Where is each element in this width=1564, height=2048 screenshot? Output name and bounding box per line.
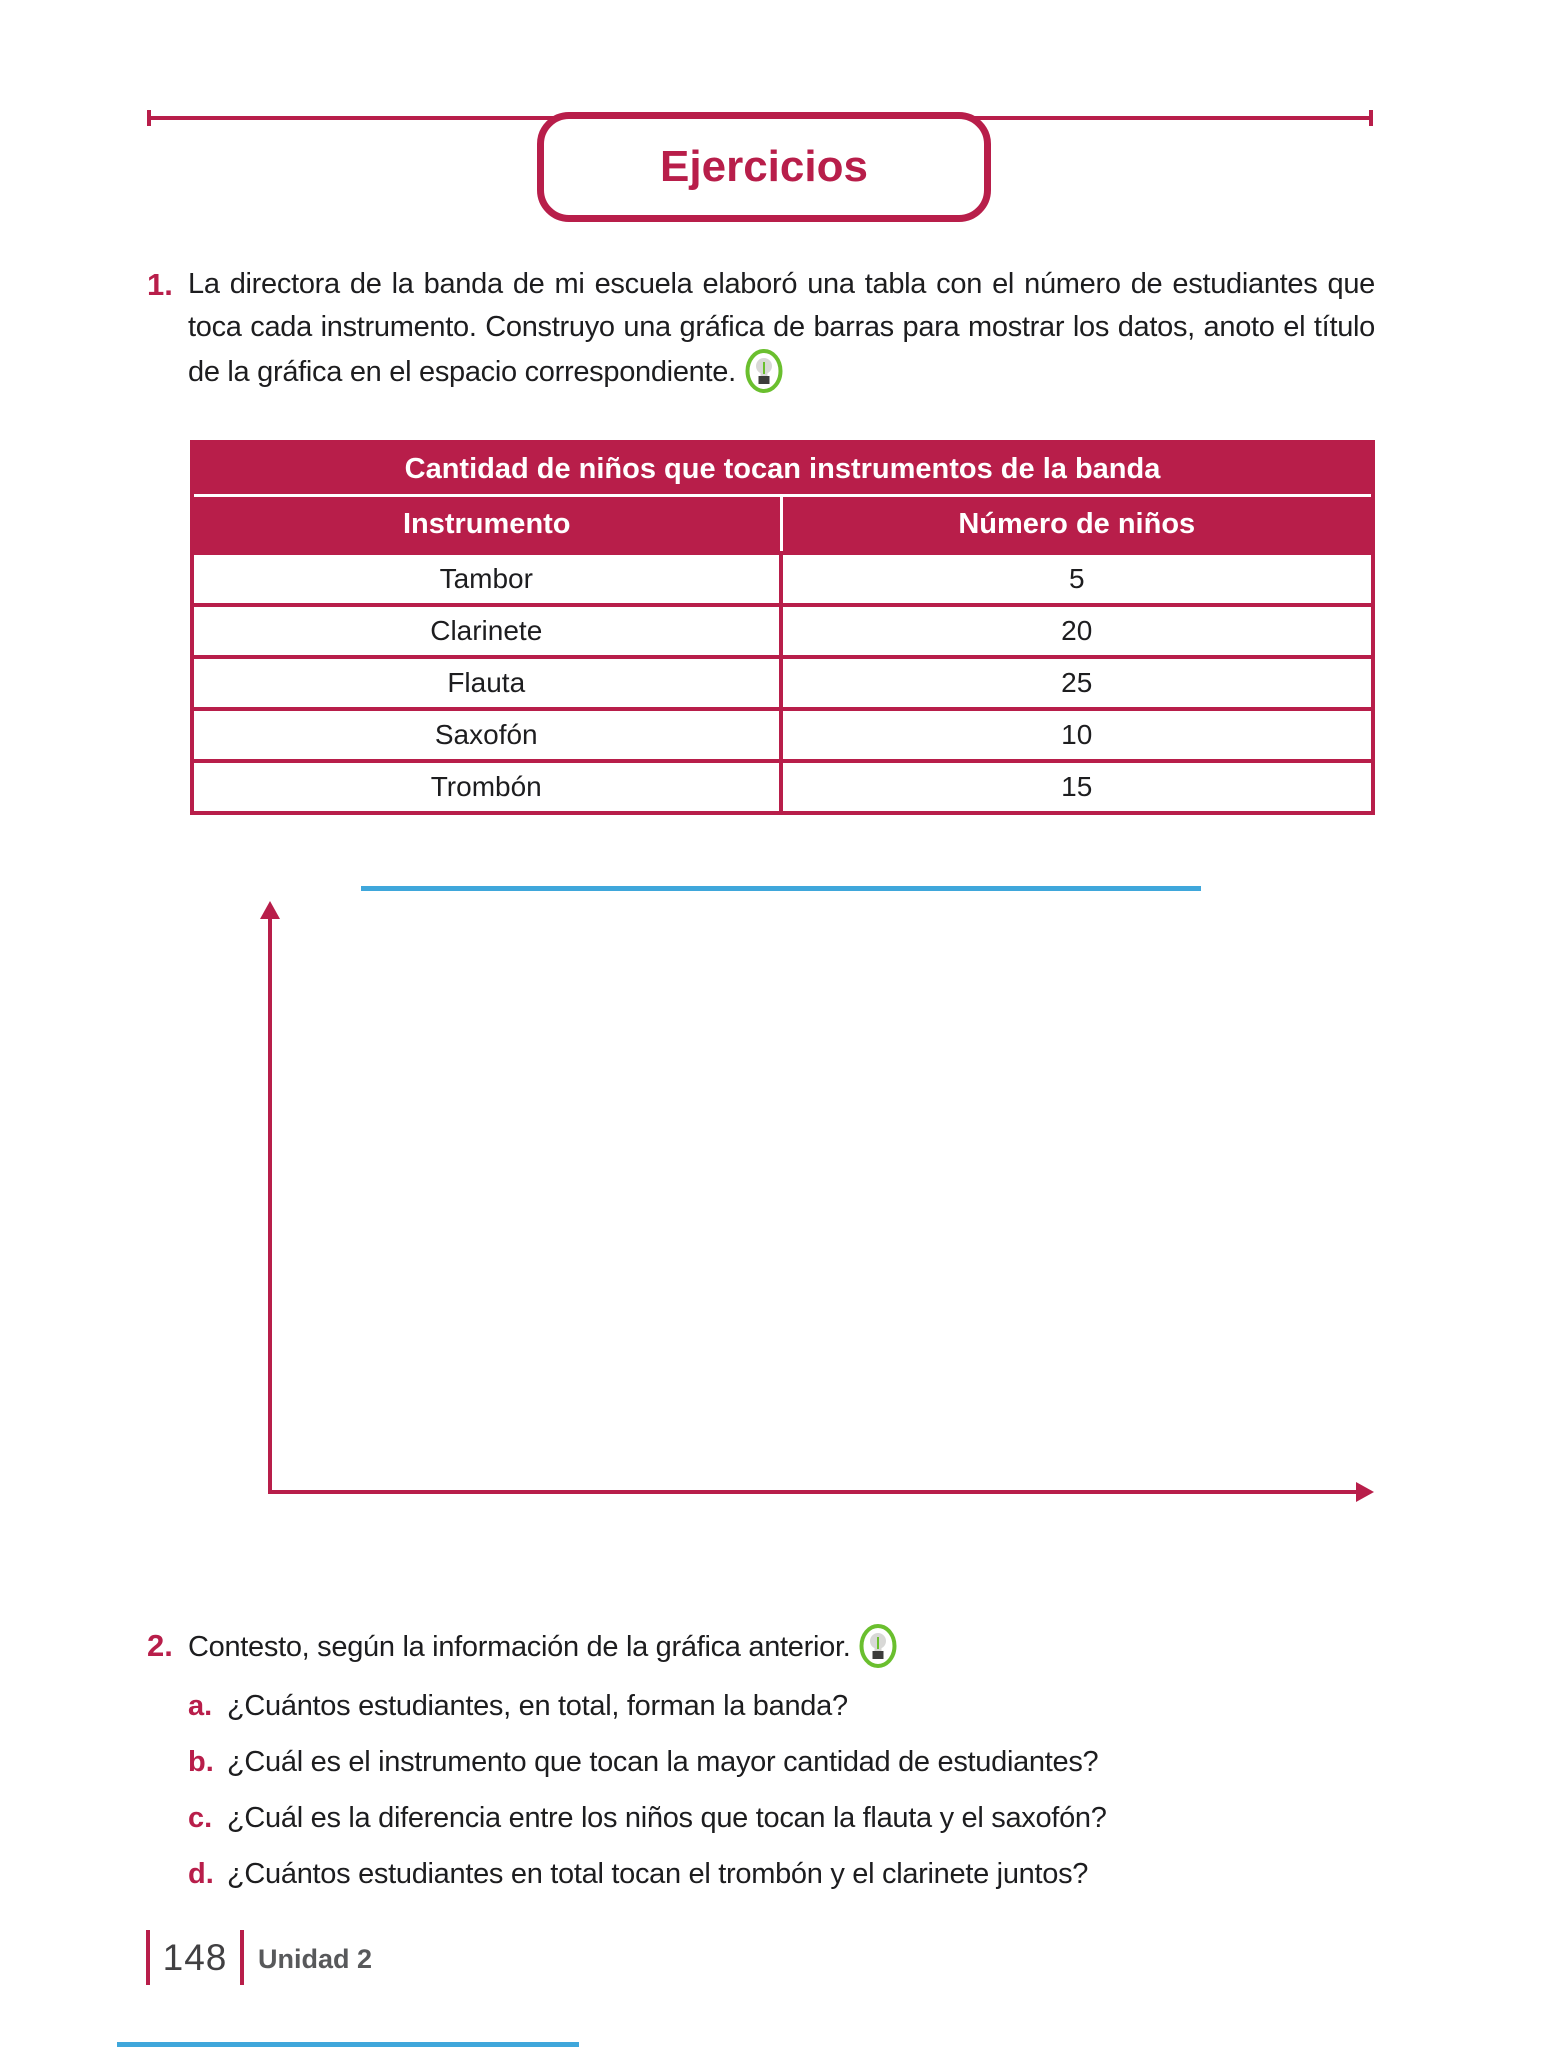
chart-x-axis [268,1490,1360,1494]
table-header-instrument: Instrumento [194,497,783,551]
table-cell-instrument: Trombón [194,763,783,811]
exercise-1-text: La directora de la banda de mi escuela elaboró una tabla con el número de estudiantes que toca cada instrumento. Construyo una gráfica de barras para mostrar los datos, anoto el título de la gráfica en el espacio correspondiente. [188,263,1375,394]
item-d-text: ¿Cuántos estudiantes en total tocan el trombón y el clarinete juntos? [227,1858,1089,1890]
table-header-row [194,497,1371,551]
item-b-text: ¿Cuál es el instrumento que tocan la mayor cantidad de estudiantes? [227,1746,1099,1778]
exercise-2-number: 2. [147,1628,173,1663]
chart-y-axis [268,916,272,1494]
page-number: 148 [162,1936,228,1978]
table-cell-instrument: Clarinete [194,607,783,655]
exercise-2-item-a [188,1686,1378,1726]
exercise-2-item-c [188,1798,1378,1838]
lightbulb-hint-icon [859,1624,897,1668]
exercise-2-text: Contesto, según la información de la gráfica anterior. [188,1624,1373,1669]
exercise-2-item-d [188,1854,1378,1894]
table-cell-count: 5 [1068,563,1085,594]
header-rule-right-tick [1369,110,1373,126]
item-a-label: a. [188,1690,213,1722]
table-cell-count: 10 [1061,719,1093,750]
table-row [194,655,1371,707]
table-row [194,707,1371,759]
page-number-box [146,1930,244,1985]
exercise-2-item-b [188,1742,1378,1782]
item-b-label: b. [188,1746,214,1778]
table-cell-count: 25 [1061,667,1093,698]
item-d-label: d. [188,1858,214,1890]
table-cell-instrument: Tambor [194,555,783,603]
x-axis-arrowhead-icon [1356,1482,1374,1502]
lightbulb-hint-icon [745,349,783,393]
table-row [194,551,1371,603]
table-cell-instrument: Flauta [194,659,783,707]
item-c-label: c. [188,1802,213,1834]
table-row [194,759,1371,811]
section-title-box [537,112,991,222]
footer-rule [117,2042,579,2047]
table-row [194,603,1371,655]
exercise-1 [147,263,1377,394]
page-title: Ejercicios [660,142,868,191]
header-rule-left-tick [147,110,151,126]
unit-label: Unidad 2 [258,1944,373,1974]
table-title: Cantidad de niños que tocan instrumentos de la banda [194,444,1371,497]
table-cell-count: 20 [1061,615,1093,646]
exercise-2 [147,1624,1377,1669]
table-cell-instrument: Saxofón [194,711,783,759]
table-cell-count: 15 [1061,771,1093,802]
instrument-table [190,440,1375,815]
item-a-text: ¿Cuántos estudiantes, en total, forman la banda? [227,1690,848,1722]
exercise-1-number: 1. [147,267,173,302]
table-header-count: Número de niños [958,507,1196,540]
chart-title-blank-line [361,886,1201,891]
item-c-text: ¿Cuál es la diferencia entre los niños que tocan la flauta y el saxofón? [227,1802,1107,1834]
